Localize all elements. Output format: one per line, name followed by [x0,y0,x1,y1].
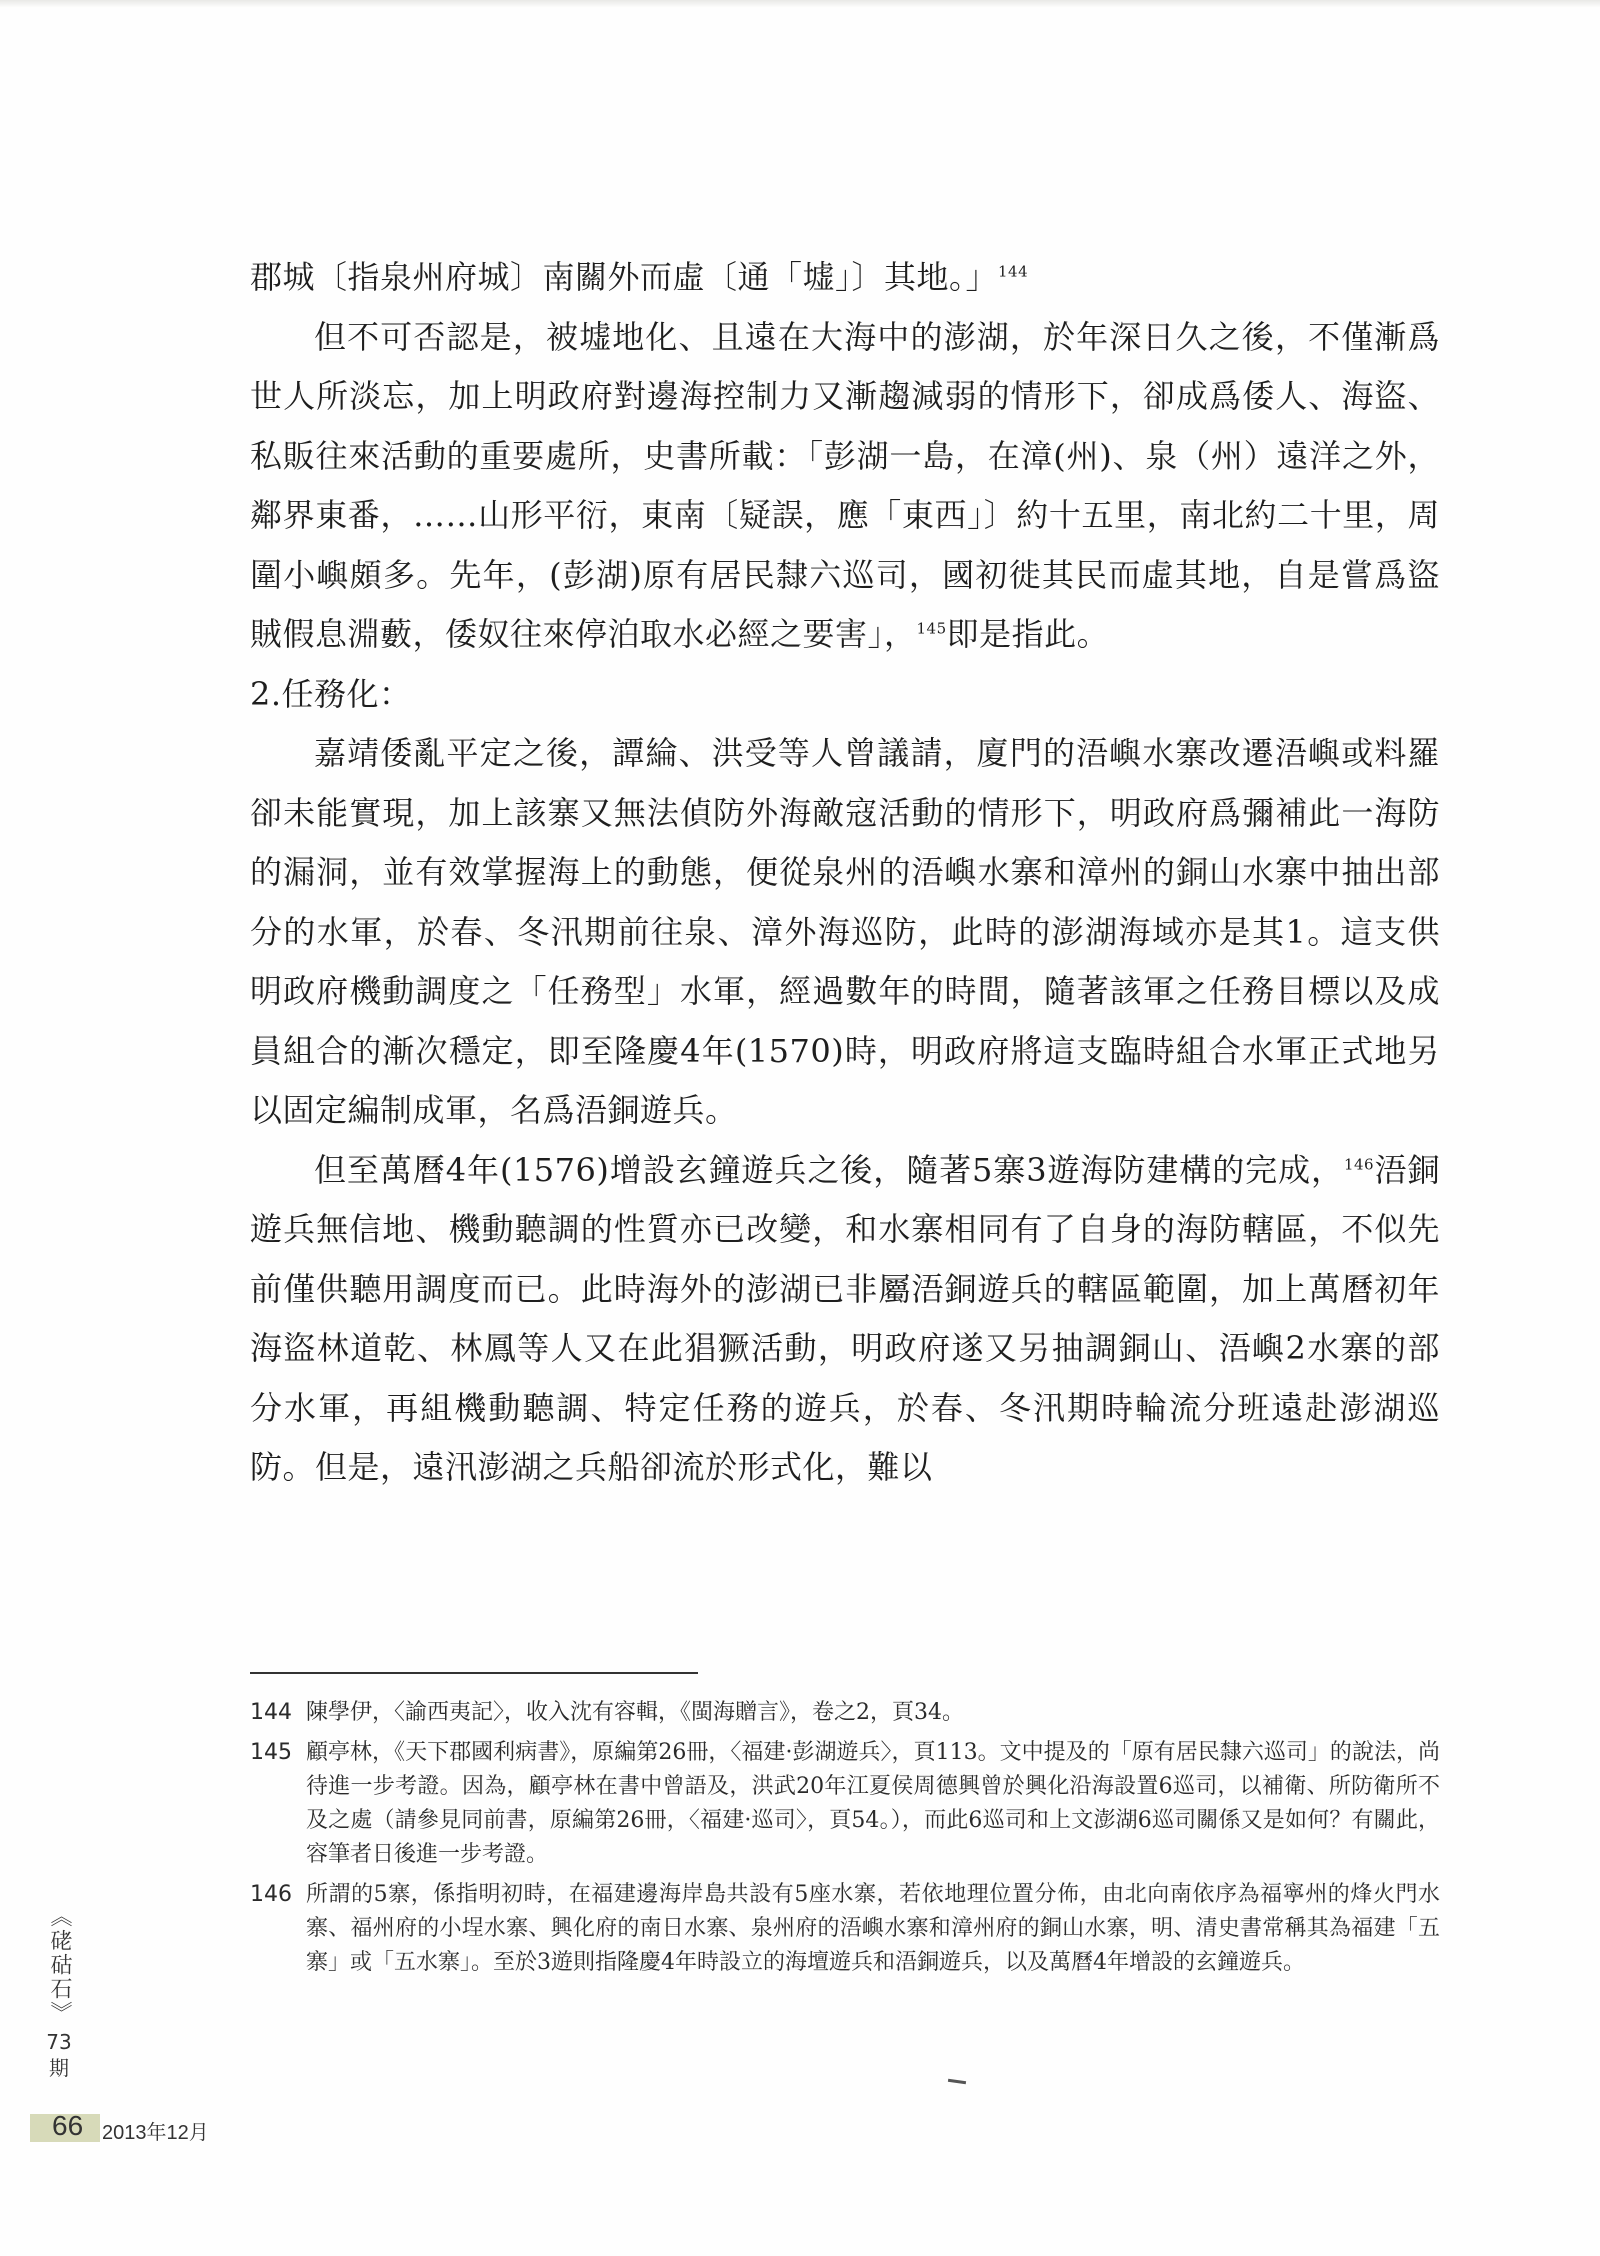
footnote-text: 顧亭林，《天下郡國利病書》，原編第26冊，〈福建·彭湖遊兵〉，頁113。文中提及的「原有居民隸六巡司」的說法，尚待進一步考證。因為，顧亭林在書中曾語及，洪武20年江夏侯周德興曾於興化沿海設置6巡司，以補衛、所防衛所不及之處（請參見同前書，原編第26冊，〈福建·巡司〉，頁54。），而此6巡司和上文澎湖6巡司關係又是如何？有關此，容筆者日後進一步考證。 [306,1740,1440,1867]
main-body-text [250,248,1440,1498]
journal-side-label [44,1905,74,2081]
footnote-number: 146 [250,1882,292,1907]
footnote-number: 145 [250,1740,292,1765]
paragraph-2-tail: 即是指此。 [946,615,1110,653]
footnote-text: 所謂的5寨，係指明初時，在福建邊海岸島共設有5座水寨，若依地理位置分佈，由北向南依序為福寧州的烽火門水寨、福州府的小埕水寨、興化府的南日水寨、泉州府的浯嶼水寨和漳州府的銅山水寨，明、清史書常稱其為福建「五寨」或「五水寨」。至於3遊則指隆慶4年時設立的海壇遊兵和浯銅遊兵，以及萬曆4年增設的玄鐘遊兵。 [306,1882,1440,1975]
footnote-text: 陳學伊，〈諭西夷記〉，收入沈有容輯，《閩海贈言》，卷之2，頁34。 [306,1700,964,1725]
footnote-144 [250,1696,1440,1730]
paragraph-continuation [250,248,1440,308]
footnote-ref-145[interactable]: 145 [916,619,947,638]
footnote-ref-144[interactable]: 144 [998,262,1029,281]
paragraph-2-text: 但不可否認是，被墟地化、且遠在大海中的澎湖，於年深日久之後，不僅漸爲世人所淡忘，加上明政府對邊海控制力又漸趨減弱的情形下，卻成爲倭人、海盜、私販往來活動的重要處所，史書所載：「彭湖一島，在漳(州)、泉（州）遠洋之外，鄰界東番，……山形平衍，東南〔疑誤，應「東西」〕約十五里，南北約二十里，周圍小嶼頗多。先年，(彭湖)原有居民隸六巡司，國初徙其民而虛其地，自是嘗爲盜賊假息淵藪，倭奴往來停泊取水必經之要害」， [250,317,1440,653]
footnote-146 [250,1878,1440,1980]
footnote-divider [250,1672,698,1674]
footnote-145 [250,1736,1440,1872]
page-number: 66 [52,2110,84,2141]
scan-artifact [948,2079,966,2084]
footnotes-section [250,1696,1440,1986]
journal-title: 《硓𥑮石》 [47,1905,72,2025]
page-top-shadow [0,0,1600,8]
paragraph-mission-force: 嘉靖倭亂平定之後，譚綸、洪受等人曾議請，廈門的浯嶼水寨改遷浯嶼或料羅卻未能實現，加上該寨又無法偵防外海敵寇活動的情形下，明政府爲彌補此一海防的漏洞，並有效掌握海上的動態，便從泉州的浯嶼水寨和漳州的銅山水寨中抽出部分的水軍，於春、冬汛期前往泉、漳外海巡防，此時的澎湖海域亦是其1。這支供明政府機動調度之「任務型」水軍，經過數年的時間，隨著該軍之任務目標以及成員組合的漸次穩定，即至隆慶4年(1570)時，明政府將這支臨時組合水軍正式地另以固定編制成軍，名爲浯銅遊兵。 [250,734,1440,1129]
footnote-ref-146[interactable]: 146 [1343,1154,1375,1173]
paragraph-penghu-decline [250,308,1440,665]
journal-issue: 73期 [46,2030,72,2080]
paragraph-wutong-force [250,1141,1440,1498]
footnote-number: 144 [250,1700,292,1725]
paragraph-4-head: 但至萬曆4年(1576)增設玄鐘遊兵之後，隨著5寨3遊海防建構的完成， [314,1150,1344,1189]
paragraph-1-text: 郡城〔指泉州府城〕南關外而虛〔通「墟」〕其地。」 [250,258,999,296]
publication-date: 2013年12月 [102,2122,209,2144]
paragraph-4-tail: 浯銅遊兵無信地、機動聽調的性質亦已改變，和水寨相同有了自身的海防轄區，不似先前僅供聽用調度而已。此時海外的澎湖已非屬浯銅遊兵的轄區範圍，加上萬曆初年海盜林道乾、林鳳等人又在此猖獗活動，明政府遂又另抽調銅山、浯嶼2水寨的部分水軍，再組機動聽調、特定任務的遊兵，於春、冬汛期時輪流分班遠赴澎湖巡防。但是，遠汛澎湖之兵船卻流於形式化，難以 [250,1150,1440,1486]
section-heading: 2.任務化： [250,674,412,713]
